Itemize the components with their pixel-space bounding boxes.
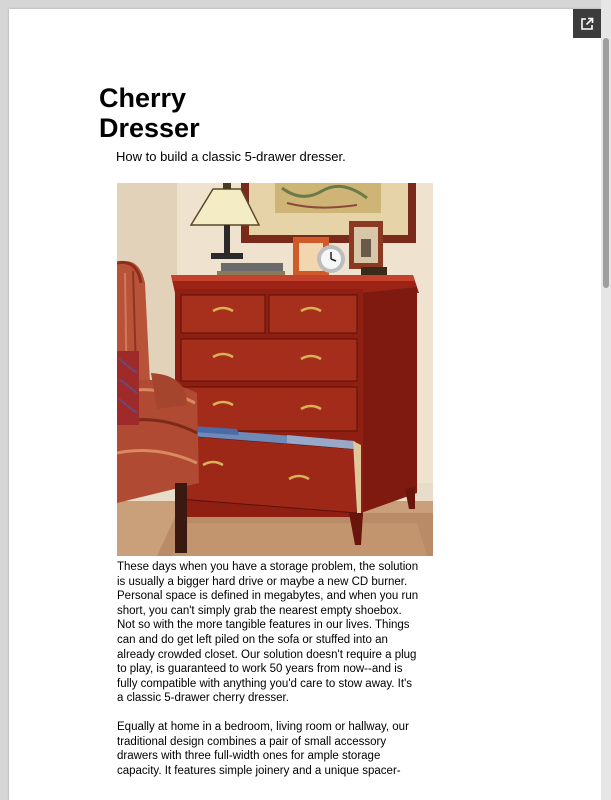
dresser-photo — [117, 183, 433, 556]
page-subtitle: How to build a classic 5-drawer dresser. — [116, 149, 346, 164]
page-title — [99, 83, 299, 143]
title-line-2: Dresser — [99, 113, 200, 143]
article-paragraph-1: These days when you have a storage problem, the solution is usually a bigger hard drive or maybe a new CD burner. Personal space is defined in megabytes, and when you run short, you can't simply grab the nearest empty shoebox. Not so with the more tangible features in our lives. Things can and do get left piled on the sofa or stuffed into an already crowded closet. Our solution doesn't require a plug to play, is guaranteed to work 50 years from now--and is fully compatible with anything you'd care to stow away. It's a classic 5-drawer cherry dresser. — [117, 561, 419, 705]
scrollbar-thumb[interactable] — [603, 38, 609, 288]
article-body — [117, 560, 437, 792]
article-paragraph-2: Equally at home in a bedroom, living room or hallway, our traditional design combines a pair of small accessory drawers with three full-width ones for ample storage capacity. It features simple joinery and a unique spacer- — [117, 720, 409, 777]
document-page — [9, 9, 601, 800]
popout-button[interactable] — [573, 9, 601, 38]
title-line-1: Cherry — [99, 83, 187, 113]
external-link-icon — [580, 17, 594, 31]
